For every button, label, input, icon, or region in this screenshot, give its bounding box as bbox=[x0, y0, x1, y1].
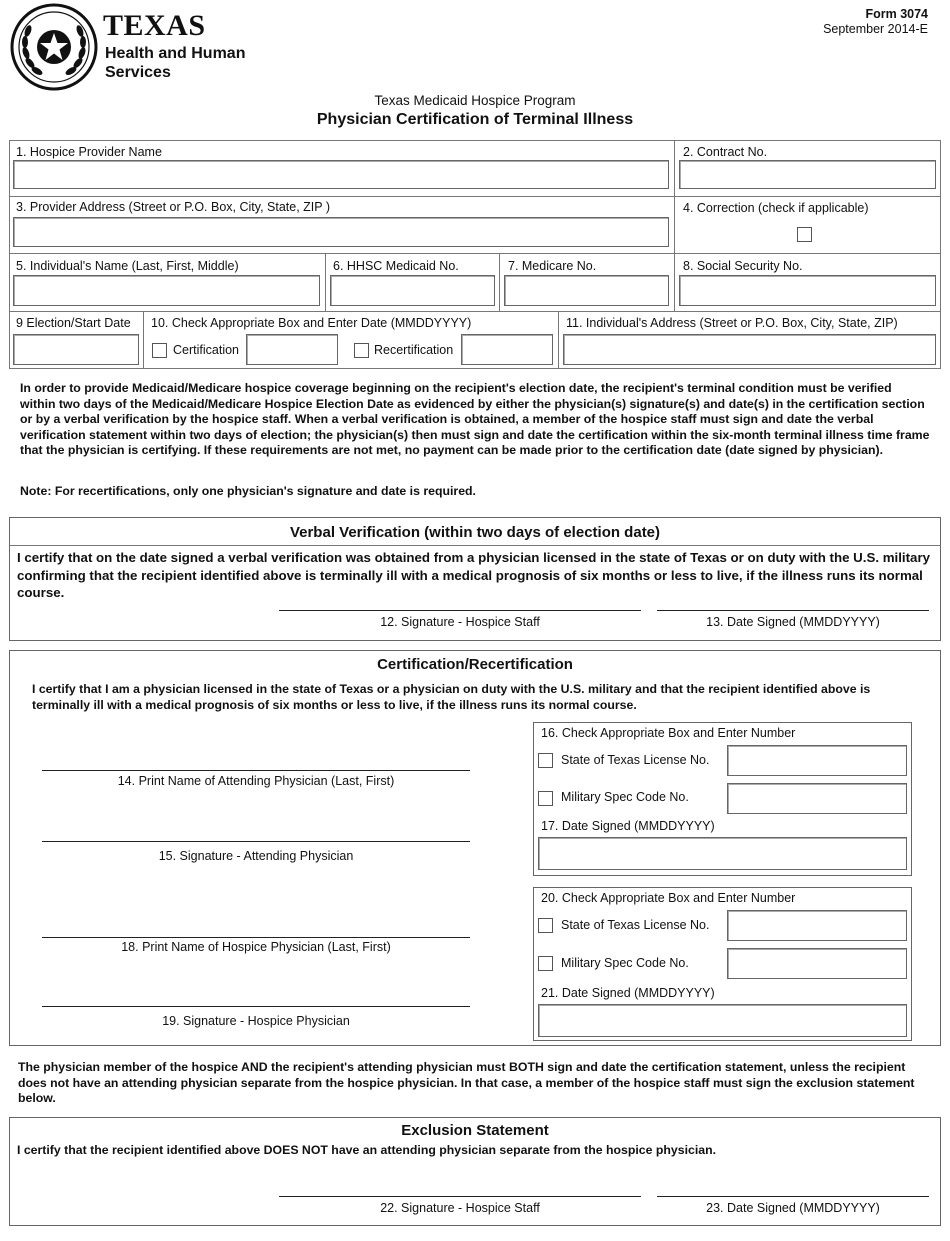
recertification-date-input[interactable] bbox=[461, 334, 553, 365]
certification-checkbox[interactable] bbox=[152, 343, 167, 358]
grid-divider bbox=[325, 253, 326, 311]
hospice-military-label: Military Spec Code No. bbox=[561, 956, 689, 970]
contract-no-label: 2. Contract No. bbox=[683, 145, 768, 159]
verbal-date-signed-label: 13. Date Signed (MMDDYYYY) bbox=[706, 615, 880, 629]
individual-name-label: 5. Individual's Name (Last, First, Middle) bbox=[16, 259, 239, 273]
attending-license-checkbox[interactable] bbox=[538, 753, 553, 768]
correction-label: 4. Correction (check if applicable) bbox=[683, 201, 869, 215]
grid-divider bbox=[9, 196, 941, 197]
attending-physician-name-label: 14. Print Name of Attending Physician (Last, First) bbox=[117, 774, 395, 788]
form-number: Form 3074 bbox=[865, 7, 928, 21]
hospice-license-checkbox[interactable] bbox=[538, 918, 553, 933]
election-start-date-input[interactable] bbox=[13, 334, 139, 365]
hospice-military-checkbox[interactable] bbox=[538, 956, 553, 971]
both-sign-note: The physician member of the hospice AND the recipient's attending physician must BOTH sign and date the certification statement, unless the recipient does not have an attending physician separate from the hospice physician. In that case, a member of the hospice staff must sign the exclusion statement below. bbox=[18, 1060, 915, 1105]
election-start-date-label: 9 Election/Start Date bbox=[16, 316, 131, 330]
individual-address-label: 11. Individual's Address (Street or P.O. Box, City, State, ZIP) bbox=[566, 316, 898, 330]
hospice-staff-signature-label: 12. Signature - Hospice Staff bbox=[380, 615, 540, 629]
attending-military-input[interactable] bbox=[727, 783, 907, 814]
recert-note: Note: For recertifications, only one physician's signature and date is required. bbox=[20, 484, 476, 498]
hospice-license-label: State of Texas License No. bbox=[561, 918, 710, 932]
intro-paragraph: In order to provide Medicaid/Medicare hospice coverage beginning on the recipient's election date, the recipient's terminal condition must be verified within two days of the Medicaid/Medicare Hospice Election Date as evidenced by either the physician(s) signature(s) and date(s) in the certification section or by a verbal verification by the hospice staff. When a verbal verification is obtained, a member of the hospice staff must sign and date the verbal verification statement within two days of election; the physician(s) then must sign and date the certification within the six-month terminal illness time frame that the physician is certifying. If these requirements are not met, no payment can be made prior to the certification date (date signed by physician). bbox=[20, 381, 930, 457]
logo-texas-text: TEXAS bbox=[103, 9, 206, 42]
program-name: Texas Medicaid Hospice Program bbox=[374, 93, 576, 108]
attending-license-input[interactable] bbox=[727, 745, 907, 776]
attending-physician-signature-line[interactable] bbox=[42, 841, 470, 842]
hhsc-medicaid-no-input[interactable] bbox=[330, 275, 495, 306]
grid-divider bbox=[674, 253, 675, 311]
attending-date-signed-input[interactable] bbox=[538, 837, 907, 870]
attending-military-checkbox[interactable] bbox=[538, 791, 553, 806]
verbal-verification-title: Verbal Verification (within two days of election date) bbox=[289, 524, 661, 541]
attending-license-label: State of Texas License No. bbox=[561, 753, 710, 767]
hospice-license-input[interactable] bbox=[727, 910, 907, 941]
hhsc-medicaid-no-label: 6. HHSC Medicaid No. bbox=[333, 259, 459, 273]
hospice-check-box-label: 20. Check Appropriate Box and Enter Number bbox=[541, 891, 796, 905]
certification-date-input[interactable] bbox=[246, 334, 338, 365]
attending-military-label: Military Spec Code No. bbox=[561, 790, 689, 804]
correction-checkbox[interactable] bbox=[797, 227, 812, 242]
certification-statement: I certify that I am a physician licensed in the state of Texas or a physician on duty with the U.S. military and that the recipient identified above is terminally ill with a medical prognosis of six months or less to live, if the illness runs its normal course. bbox=[32, 682, 871, 712]
hospice-provider-name-input[interactable] bbox=[13, 160, 669, 189]
ssn-label: 8. Social Security No. bbox=[683, 259, 803, 273]
attending-physician-name-line[interactable] bbox=[42, 770, 470, 771]
grid-divider bbox=[9, 253, 941, 254]
provider-address-label: 3. Provider Address (Street or P.O. Box, City, State, ZIP ) bbox=[16, 200, 331, 214]
individual-name-input[interactable] bbox=[13, 275, 320, 306]
hospice-provider-name-label: 1. Hospice Provider Name bbox=[16, 145, 162, 159]
hospice-date-signed-label: 21. Date Signed (MMDDYYYY) bbox=[541, 986, 715, 1000]
certification-title: Certification/Recertification bbox=[377, 656, 573, 673]
provider-address-input[interactable] bbox=[13, 217, 669, 247]
certification-label: Certification bbox=[173, 343, 239, 357]
logo-hhs-text: Health and Human bbox=[105, 45, 246, 62]
exclusion-staff-signature-line[interactable] bbox=[279, 1196, 641, 1197]
exclusion-date-signed-label: 23. Date Signed (MMDDYYYY) bbox=[706, 1201, 880, 1215]
check-box-date-label: 10. Check Appropriate Box and Enter Date (MMDDYYYY) bbox=[151, 316, 472, 330]
attending-date-signed-label: 17. Date Signed (MMDDYYYY) bbox=[541, 819, 715, 833]
exclusion-statement: I certify that the recipient identified above DOES NOT have an attending physician separate from the hospice physician. bbox=[17, 1143, 717, 1157]
grid-divider bbox=[143, 311, 144, 369]
recertification-label: Recertification bbox=[374, 343, 454, 357]
medicare-no-label: 7. Medicare No. bbox=[508, 259, 597, 273]
verbal-date-signed-line[interactable] bbox=[657, 610, 929, 611]
grid-divider bbox=[558, 311, 559, 369]
texas-seal-icon bbox=[10, 3, 98, 91]
hospice-date-signed-input[interactable] bbox=[538, 1004, 907, 1037]
hospice-staff-signature-line[interactable] bbox=[279, 610, 641, 611]
individual-address-input[interactable] bbox=[563, 334, 936, 365]
exclusion-title: Exclusion Statement bbox=[401, 1122, 549, 1139]
exclusion-staff-signature-label: 22. Signature - Hospice Staff bbox=[380, 1201, 540, 1215]
agency-logo bbox=[10, 3, 250, 91]
exclusion-date-signed-line[interactable] bbox=[657, 1196, 929, 1197]
attending-physician-signature-label: 15. Signature - Attending Physician bbox=[158, 849, 354, 863]
recertification-checkbox[interactable] bbox=[354, 343, 369, 358]
hospice-military-input[interactable] bbox=[727, 948, 907, 979]
section-divider bbox=[9, 545, 941, 546]
verbal-verification-statement: I certify that on the date signed a verbal verification was obtained from a physician licensed in the state of Texas or on duty with the U.S. military confirming that the recipient identified above is terminally ill with a medical prognosis of six months or less to live, if the illness runs its normal course. bbox=[17, 550, 931, 600]
hospice-physician-name-line[interactable] bbox=[42, 937, 470, 938]
page-title: Physician Certification of Terminal Illness bbox=[316, 111, 634, 128]
form-date: September 2014-E bbox=[823, 22, 928, 36]
hospice-physician-signature-line[interactable] bbox=[42, 1006, 470, 1007]
hospice-physician-signature-label: 19. Signature - Hospice Physician bbox=[162, 1014, 350, 1028]
hospice-physician-name-label: 18. Print Name of Hospice Physician (Last, First) bbox=[121, 940, 391, 954]
logo-services-text: Services bbox=[105, 64, 171, 81]
attending-check-box-label: 16. Check Appropriate Box and Enter Number bbox=[541, 726, 796, 740]
grid-divider bbox=[9, 311, 941, 312]
contract-no-input[interactable] bbox=[679, 160, 936, 189]
ssn-input[interactable] bbox=[679, 275, 936, 306]
grid-divider bbox=[499, 253, 500, 311]
medicare-no-input[interactable] bbox=[504, 275, 669, 306]
